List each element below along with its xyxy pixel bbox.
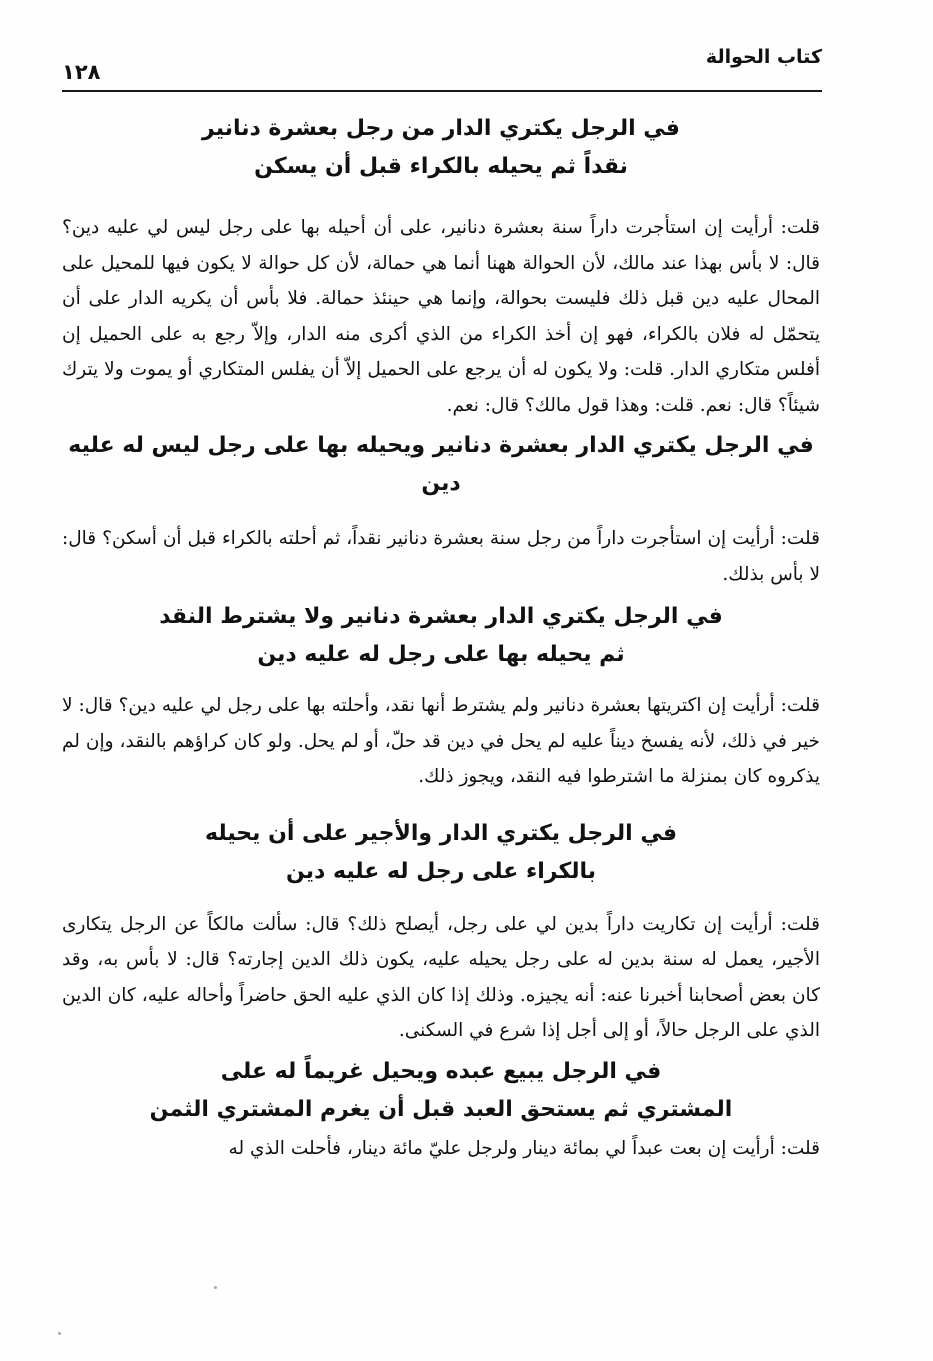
book-title: كتاب الحوالة <box>705 46 822 68</box>
heading-line: بالكراء على رجل له عليه دين <box>285 858 597 884</box>
section-paragraph: قلت: أرأيت إن تكاريت داراً بدين لي على رجل، أيصلح ذلك؟ قال: سألت مالكاً عن الرجل يتكارى الأجير، يعمل له سنة بدين له على رجل يحيله عليه، يكون ذلك الدين إجارته؟ قال: لا بأس به، وقد كان بعض أصحابنا أخبرنا عنه: أنه يجيزه. وذلك إذا كان الذي عليه الحق حاضراً وأحاله عليه، كان الدين الذي على الرجل حالاً، أو إلى أجل إذا شرع في السكنى. <box>62 913 820 1041</box>
section-heading <box>62 815 820 891</box>
section-paragraph: قلت: أرأيت إن استأجرت داراً سنة بعشرة دنانير، على أن أحيله بها على رجل ليس لي عليه دين؟ قال: لا بأس بهذا عند مالك، لأن الحوالة ههنا أنما هي حمالة، لأن كل حوالة لا يكون فيها للمحيل على المحال عليه دين قبل ذلك فليست بحوالة، وإنما هي حينئذ حمالة. فلا بأس أن يكريه الدار على أن يتحمّل له فلان بالكراء، فهو إن أخذ الكراء من الذي أكرى منه الدار، وإلاّ رجع به على الحميل إن أفلس متكاري الدار. قلت: ولا يكون له أن يرجع على الحميل إلاّ أن يفلس المتكاري أو يموت ولا يترك شيئاً؟ قال: نعم. قلت: وهذا قول مالك؟ قال: نعم. <box>62 217 820 416</box>
heading-line: في الرجل يكتري الدار والأجير على أن يحيله <box>205 820 677 846</box>
heading-line: ثم يحيله بها على رجل له عليه دين <box>257 642 625 667</box>
section-heading <box>62 427 820 503</box>
running-header <box>62 44 822 90</box>
section-paragraph: قلت: أرأيت إن استأجرت داراً من رجل سنة بعشرة دنانير نقداً، ثم أحلته بالكراء قبل أن أسكن؟ قال: لا بأس بذلك. <box>62 528 820 585</box>
heading-line: المشتري ثم يستحق العبد قبل أن يغرم المشتري الثمن <box>149 1096 733 1122</box>
heading-line: في الرجل يكتري الدار بعشرة دنانير ولا يشترط النقد <box>159 604 723 629</box>
page-body <box>62 110 820 1166</box>
scan-speck <box>214 1286 217 1289</box>
section-paragraph: قلت: أرأيت إن بعت عبداً لي بمائة دينار ولرجل عليّ مائة دينار، فأحلت الذي له <box>228 1137 820 1159</box>
scan-speck <box>58 1332 61 1335</box>
section-heading <box>62 1053 820 1129</box>
heading-line: في الرجل يكتري الدار بعشرة دنانير ويحيله بها على رجل ليس له عليه دين <box>68 433 814 496</box>
section-heading <box>62 110 820 186</box>
heading-line: نقداً ثم يحيله بالكراء قبل أن يسكن <box>254 154 628 179</box>
heading-line: في الرجل يبيع عبده ويحيل غريماً له على <box>220 1058 662 1084</box>
heading-line: في الرجل يكتري الدار من رجل بعشرة دنانير <box>202 116 680 141</box>
header-rule <box>62 90 822 92</box>
page-number: ١٢٨ <box>62 60 101 84</box>
section-heading <box>62 598 820 674</box>
section-paragraph: قلت: أرأيت إن اكتريتها بعشرة دنانير ولم يشترط أنها نقد، وأحلته بها على رجل لي عليه دين؟ قال: لا خير في ذلك، لأنه يفسخ ديناً عليه لم يحل في دين قد حلّ، أو لم يحل. ولو كان كراؤهم بالنقد، وإن لم يذكروه كان بمنزلة ما اشترطوا فيه النقد، ويجوز ذلك. <box>62 695 820 787</box>
